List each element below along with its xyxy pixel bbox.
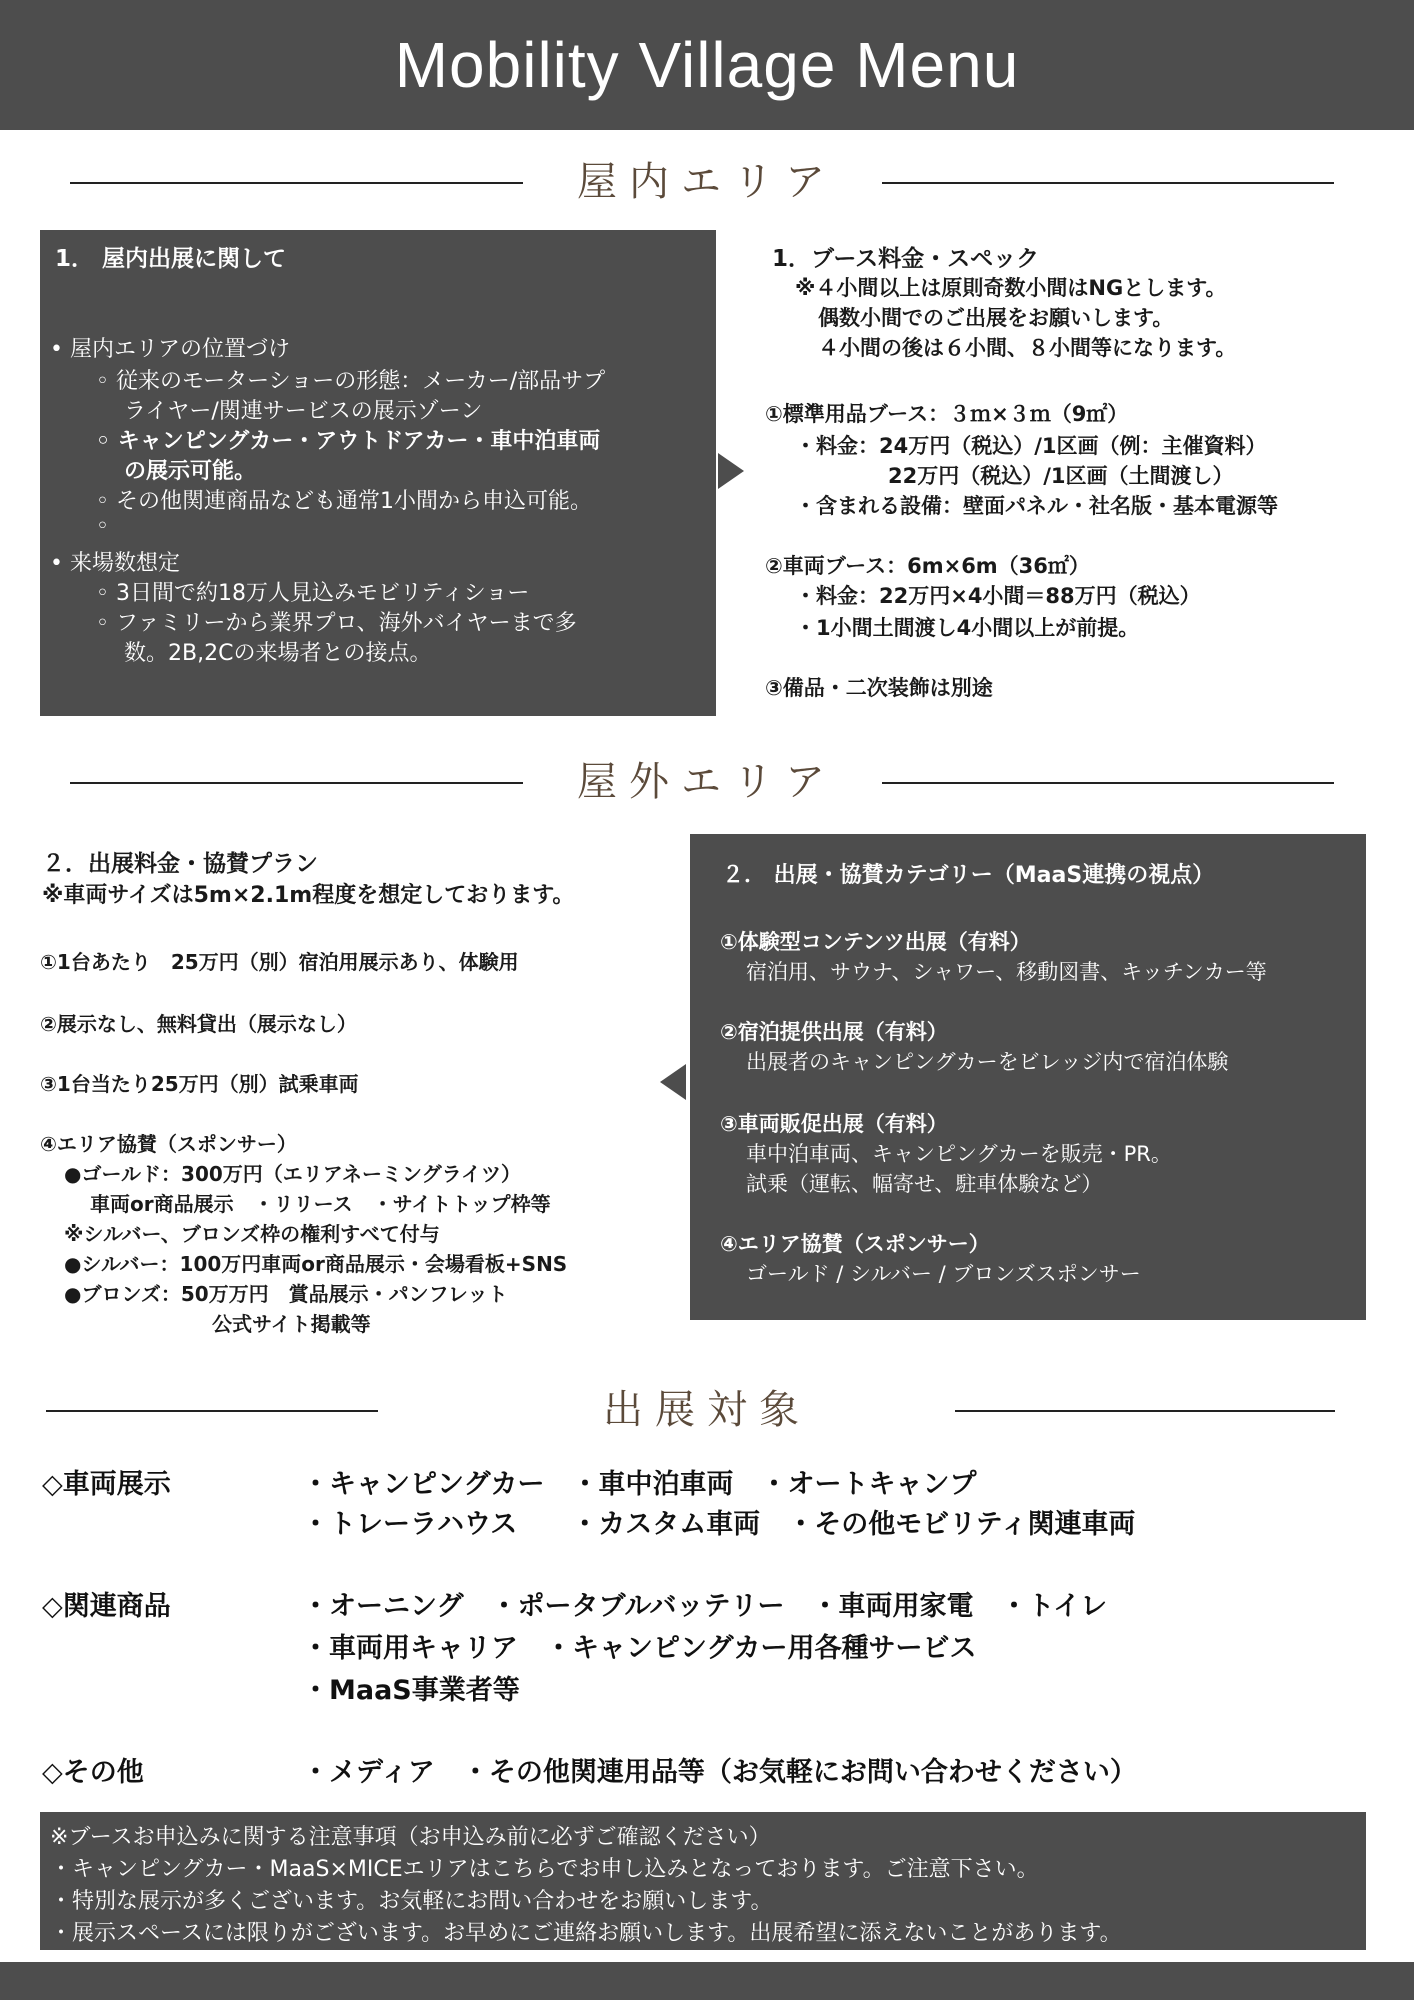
section-title: 屋内エリア — [577, 159, 837, 205]
indoor-box-title: 1． 屋内出展に関して — [55, 246, 287, 272]
spec-line: ・料金：22万円×4小間＝88万円（税込） — [795, 584, 1201, 608]
plan-line: ●シルバー：100万円車両or商品展示・会場看板+SNS — [64, 1252, 568, 1276]
plan-line: ②展示なし、無料貸出（展示なし） — [40, 1012, 357, 1036]
category-line: 試乗（運転、幅寄せ、駐車体験など） — [746, 1172, 1103, 1196]
notice-title: ※ブースお申込みに関する注意事項（お申込み前に必ずご確認ください） — [50, 1825, 771, 1850]
spec-line: ４小間の後は６小間、８小間等になります。 — [818, 336, 1237, 360]
header-bar — [0, 0, 1414, 130]
category-line: 宿泊用、サウナ、シャワー、移動図書、キッチンカー等 — [746, 960, 1267, 984]
plan-line: 車両or商品展示 ・リリース ・サイトトップ枠等 — [90, 1192, 551, 1216]
bullet-text: ◦ キャンピングカー・アウトドアカー・車中泊車両 — [96, 429, 601, 454]
target-items: ・MaaS事業者等 — [302, 1675, 520, 1706]
section-heading-indoor — [0, 152, 1414, 212]
section-heading-outdoor — [0, 752, 1414, 812]
category-line: ④エリア協賛（スポンサー） — [720, 1232, 990, 1256]
notice-line: ・特別な展示が多くございます。お気軽にお問い合わせをお願いします。 — [50, 1889, 773, 1914]
plan-line: ※車両サイズは5m×2.1m程度を想定しております。 — [42, 883, 575, 908]
category-title: ２． 出展・協賛カテゴリー（MaaS連携の視点） — [722, 863, 1215, 888]
bullet-text: ライヤー/関連サービスの展示ゾーン — [124, 399, 483, 424]
spec-line: ・1小間土間渡し4小間以上が前提。 — [795, 616, 1140, 640]
category-line: ③車両販促出展（有料） — [720, 1112, 948, 1136]
spec-line: ※４小間以上は原則奇数小間はNGとします。 — [795, 276, 1227, 300]
spec-line: 偶数小間でのご出展をお願いします。 — [818, 306, 1174, 330]
bullet-text: ◦ — [96, 514, 109, 539]
section-title: 屋外エリア — [577, 759, 837, 805]
target-items: ・メディア ・その他関連用品等（お気軽にお問い合わせください） — [302, 1757, 1137, 1788]
bullet-text: ◦ その他関連商品なども通常1小間から申込可能。 — [96, 489, 592, 514]
plan-line: ●ゴールド：300万円（エリアネーミングライツ） — [64, 1162, 521, 1186]
notice-line: ・キャンピングカー・MaaS×MICEエリアはこちらでお申し込みとなっております。ご注意下さい。 — [50, 1857, 1039, 1882]
bullet-text: ◦ ファミリーから業界プロ、海外バイヤーまで多 — [96, 611, 577, 636]
bullet-text: の展示可能。 — [124, 459, 257, 484]
target-category: ◇その他 — [42, 1757, 144, 1788]
spec-title: 1．ブース料金・スペック — [772, 246, 1040, 272]
spec-line: ③備品・二次装飾は別途 — [765, 676, 993, 700]
bullet-text: ◦ 従来のモーターショーの形態：メーカー/部品サプ — [96, 369, 606, 394]
plan-line: ④エリア協賛（スポンサー） — [40, 1132, 297, 1156]
arrow-right-icon — [718, 453, 744, 489]
category-line: ②宿泊提供出展（有料） — [720, 1020, 948, 1044]
plan-line: ●ブロンズ：50万万円 賞品展示・パンフレット — [64, 1282, 508, 1306]
category-line: 車中泊車両、キャンピングカーを販売・PR。 — [746, 1142, 1172, 1166]
spec-line: ・料金：24万円（税込）/1区画（例：主催資料） — [795, 434, 1267, 458]
bullet-text: 数。2B,2Cの来場者との接点。 — [124, 641, 432, 666]
section-title: 出展対象 — [603, 1387, 811, 1433]
target-category: ◇車両展示 — [42, 1469, 171, 1500]
plan-line: ③1台当たり25万円（別）試乗車両 — [40, 1072, 359, 1096]
target-items: ・キャンピングカー ・車中泊車両 ・オートキャンプ — [302, 1469, 977, 1500]
plan-line: ①1台あたり 25万円（別）宿泊用展示あり、体験用 — [40, 950, 519, 974]
arrow-left-icon — [660, 1064, 686, 1100]
plan-title: ２．出展料金・協賛プラン — [42, 851, 318, 877]
bullet-text: • 来場数想定 — [50, 551, 180, 576]
spec-line: 22万円（税込）/1区画（土間渡し） — [888, 464, 1234, 488]
plan-line: ※シルバー、ブロンズ枠の権利すべて付与 — [64, 1222, 440, 1246]
target-items: ・オーニング ・ポータブルバッテリー ・車両用家電 ・トイレ — [302, 1591, 1108, 1622]
notice-line: ・展示スペースには限りがございます。お早めにご連絡お願いします。出展希望に添えないことがあります。 — [50, 1921, 1122, 1946]
category-line: ゴールド / シルバー / ブロンズスポンサー — [746, 1262, 1141, 1286]
target-category: ◇関連商品 — [42, 1591, 171, 1622]
category-line: ①体験型コンテンツ出展（有料） — [720, 930, 1031, 954]
category-line: 出展者のキャンピングカーをビレッジ内で宿泊体験 — [746, 1050, 1229, 1074]
bullet-text: • 屋内エリアの位置づけ — [50, 337, 290, 362]
target-items: ・トレーラハウス ・カスタム車両 ・その他モビリティ関連車両 — [302, 1509, 1136, 1540]
spec-line: ②車両ブース：6m×6m（36㎡） — [765, 554, 1090, 578]
footer-bar — [0, 1962, 1414, 2000]
plan-line: 公式サイト掲載等 — [212, 1312, 371, 1336]
spec-line: ・含まれる設備：壁面パネル・社名版・基本電源等 — [795, 494, 1278, 518]
page-title: Mobility Village Menu — [394, 29, 1020, 101]
target-items: ・車両用キャリア ・キャンピングカー用各種サービス — [302, 1633, 977, 1664]
section-heading-targets — [0, 1380, 1414, 1440]
spec-line: ①標準用品ブース：３ｍ×３ｍ（9㎡） — [765, 402, 1129, 426]
bullet-text: ◦ 3日間で約18万人見込みモビリティショー — [96, 581, 530, 606]
